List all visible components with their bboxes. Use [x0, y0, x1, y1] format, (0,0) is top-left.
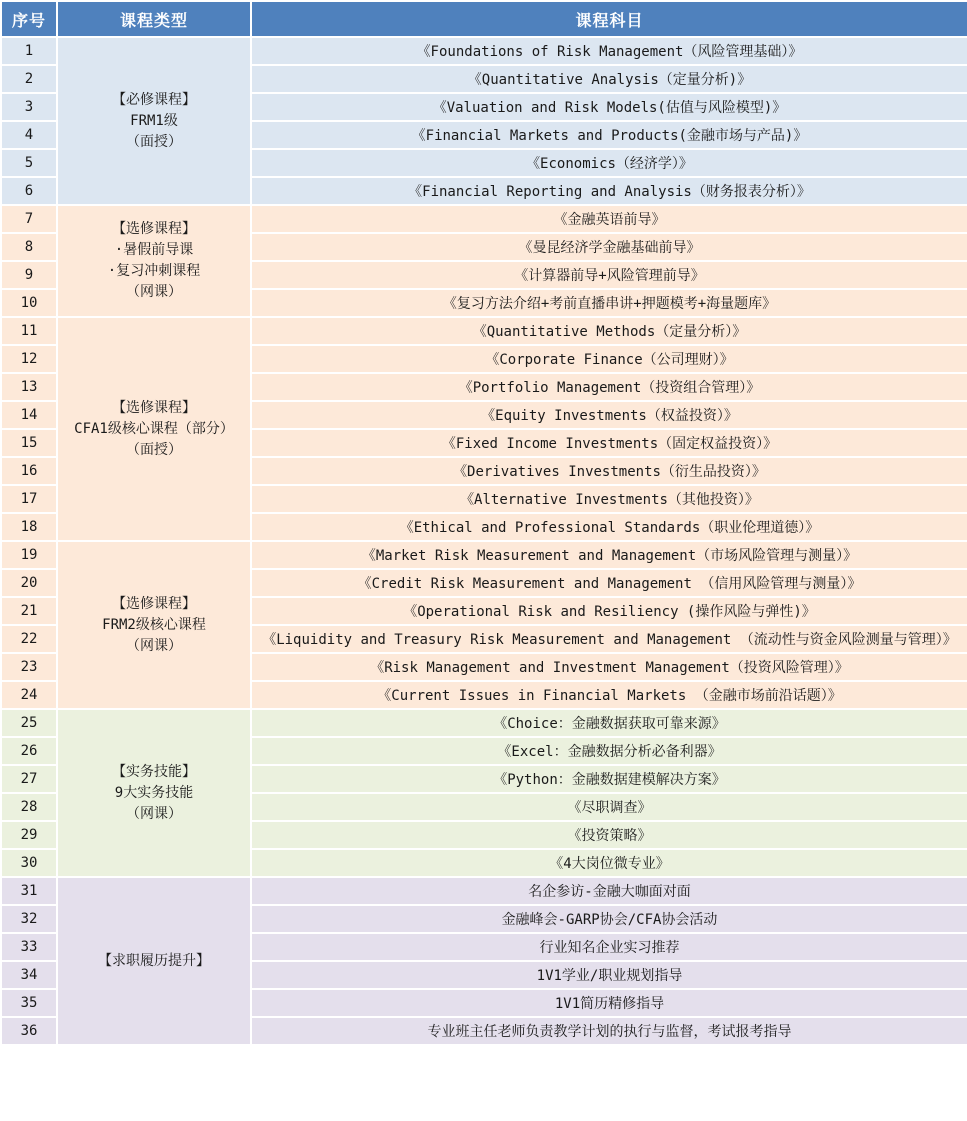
row-number: 30 — [1, 849, 57, 877]
row-number: 24 — [1, 681, 57, 709]
row-number: 15 — [1, 429, 57, 457]
row-number: 14 — [1, 401, 57, 429]
course-subject: 《Current Issues in Financial Markets （金融市场前沿话题）》 — [251, 681, 967, 709]
course-table-body — [1, 37, 967, 1045]
header-cell-course-type: 课程类型 — [57, 1, 251, 37]
course-type-line: 【选修课程】 — [112, 399, 196, 416]
row-number: 32 — [1, 905, 57, 933]
course-subject: 《计算器前导+风险管理前导》 — [251, 261, 967, 289]
table-row — [1, 541, 967, 569]
course-subject: 《尽职调查》 — [251, 793, 967, 821]
row-number: 13 — [1, 373, 57, 401]
course-type-line: （面授） — [126, 441, 182, 458]
course-subject: 《Alternative Investments（其他投资）》 — [251, 485, 967, 513]
course-subject: 《Equity Investments（权益投资）》 — [251, 401, 967, 429]
row-number: 18 — [1, 513, 57, 541]
row-number: 12 — [1, 345, 57, 373]
course-subject: 《曼昆经济学金融基础前导》 — [251, 233, 967, 261]
row-number: 35 — [1, 989, 57, 1017]
course-subject: 《Excel：金融数据分析必备利器》 — [251, 737, 967, 765]
course-subject: 《Ethical and Professional Standards（职业伦理道德）》 — [251, 513, 967, 541]
course-type-line: （网课） — [126, 637, 182, 654]
row-number: 34 — [1, 961, 57, 989]
course-subject: 《Foundations of Risk Management（风险管理基础）》 — [251, 37, 967, 65]
course-subject: 《Financial Reporting and Analysis（财务报表分析）》 — [251, 177, 967, 205]
course-type-cell — [57, 709, 251, 877]
row-number: 33 — [1, 933, 57, 961]
course-type-line: （面授） — [126, 133, 182, 150]
row-number: 26 — [1, 737, 57, 765]
table-row — [1, 37, 967, 65]
row-number: 27 — [1, 765, 57, 793]
course-type-line: 【选修课程】 — [112, 595, 196, 612]
course-subject: 《Economics（经济学）》 — [251, 149, 967, 177]
course-type-line: （网课） — [126, 284, 182, 300]
row-number: 3 — [1, 93, 57, 121]
row-number: 16 — [1, 457, 57, 485]
course-subject: 《4大岗位微专业》 — [251, 849, 967, 877]
header-cell-course-subject: 课程科目 — [251, 1, 967, 37]
course-subject: 金融峰会-GARP协会/CFA协会活动 — [251, 905, 967, 933]
table-row — [1, 709, 967, 737]
row-number: 22 — [1, 625, 57, 653]
header-row — [1, 1, 967, 37]
course-subject: 《Choice：金融数据获取可靠来源》 — [251, 709, 967, 737]
course-subject: 《金融英语前导》 — [251, 205, 967, 233]
course-subject: 《Market Risk Measurement and Management（市场风险管理与测量）》 — [251, 541, 967, 569]
course-subject: 《Financial Markets and Products(金融市场与产品)》 — [251, 121, 967, 149]
row-number: 25 — [1, 709, 57, 737]
row-number: 28 — [1, 793, 57, 821]
course-type-cell — [57, 541, 251, 709]
course-type-cell — [57, 37, 251, 205]
course-subject: 《Derivatives Investments（衍生品投资）》 — [251, 457, 967, 485]
course-type-line: 【求职履历提升】 — [98, 952, 210, 969]
course-subject: 《Valuation and Risk Models(估值与风险模型)》 — [251, 93, 967, 121]
course-subject: 《Portfolio Management（投资组合管理）》 — [251, 373, 967, 401]
course-subject: 《Quantitative Analysis（定量分析)》 — [251, 65, 967, 93]
course-type-line: ·复习冲刺课程 — [107, 263, 201, 279]
course-subject: 1V1简历精修指导 — [251, 989, 967, 1017]
course-subject: 1V1学业/职业规划指导 — [251, 961, 967, 989]
course-type-cell — [57, 205, 251, 317]
row-number: 7 — [1, 205, 57, 233]
course-subject: 《Operational Risk and Resiliency (操作风险与弹性)》 — [251, 597, 967, 625]
course-type-line: （网课） — [126, 805, 182, 822]
row-number: 2 — [1, 65, 57, 93]
table-row — [1, 877, 967, 905]
row-number: 19 — [1, 541, 57, 569]
course-subject: 《Credit Risk Measurement and Management （信用风险管理与测量）》 — [251, 569, 967, 597]
row-number: 10 — [1, 289, 57, 317]
table-row — [1, 205, 967, 233]
course-type-line: ·暑假前导课 — [114, 242, 194, 258]
course-subject: 《复习方法介绍+考前直播串讲+押题模考+海量题库》 — [251, 289, 967, 317]
course-type-line: 【选修课程】 — [112, 221, 196, 237]
course-type-line: FRM2级核心课程 — [102, 616, 206, 633]
course-type-cell — [57, 317, 251, 541]
row-number: 23 — [1, 653, 57, 681]
course-subject: 《投资策略》 — [251, 821, 967, 849]
course-subject: 《Liquidity and Treasury Risk Measurement and Management （流动性与资金风险测量与管理）》 — [251, 625, 967, 653]
row-number: 31 — [1, 877, 57, 905]
row-number: 17 — [1, 485, 57, 513]
row-number: 36 — [1, 1017, 57, 1045]
row-number: 20 — [1, 569, 57, 597]
row-number: 6 — [1, 177, 57, 205]
row-number: 1 — [1, 37, 57, 65]
course-subject: 《Python：金融数据建模解决方案》 — [251, 765, 967, 793]
course-type-line: 【实务技能】 — [112, 763, 196, 780]
row-number: 21 — [1, 597, 57, 625]
course-subject: 专业班主任老师负责教学计划的执行与监督，考试报考指导 — [251, 1017, 967, 1045]
row-number: 4 — [1, 121, 57, 149]
row-number: 8 — [1, 233, 57, 261]
course-type-cell — [57, 877, 251, 1045]
row-number: 5 — [1, 149, 57, 177]
table-row — [1, 317, 967, 345]
row-number: 9 — [1, 261, 57, 289]
course-type-line: 【必修课程】 — [112, 91, 196, 108]
course-subject: 《Risk Management and Investment Management（投资风险管理）》 — [251, 653, 967, 681]
row-number: 11 — [1, 317, 57, 345]
course-type-line: FRM1级 — [130, 112, 178, 129]
course-subject: 《Quantitative Methods（定量分析）》 — [251, 317, 967, 345]
course-type-line: CFA1级核心课程（部分） — [74, 420, 234, 437]
course-subject: 行业知名企业实习推荐 — [251, 933, 967, 961]
course-subject: 《Corporate Finance（公司理财）》 — [251, 345, 967, 373]
course-type-line: 9大实务技能 — [114, 784, 194, 801]
row-number: 29 — [1, 821, 57, 849]
header-cell-number: 序号 — [1, 1, 57, 37]
course-subject: 《Fixed Income Investments（固定权益投资）》 — [251, 429, 967, 457]
course-subject: 名企参访-金融大咖面对面 — [251, 877, 967, 905]
